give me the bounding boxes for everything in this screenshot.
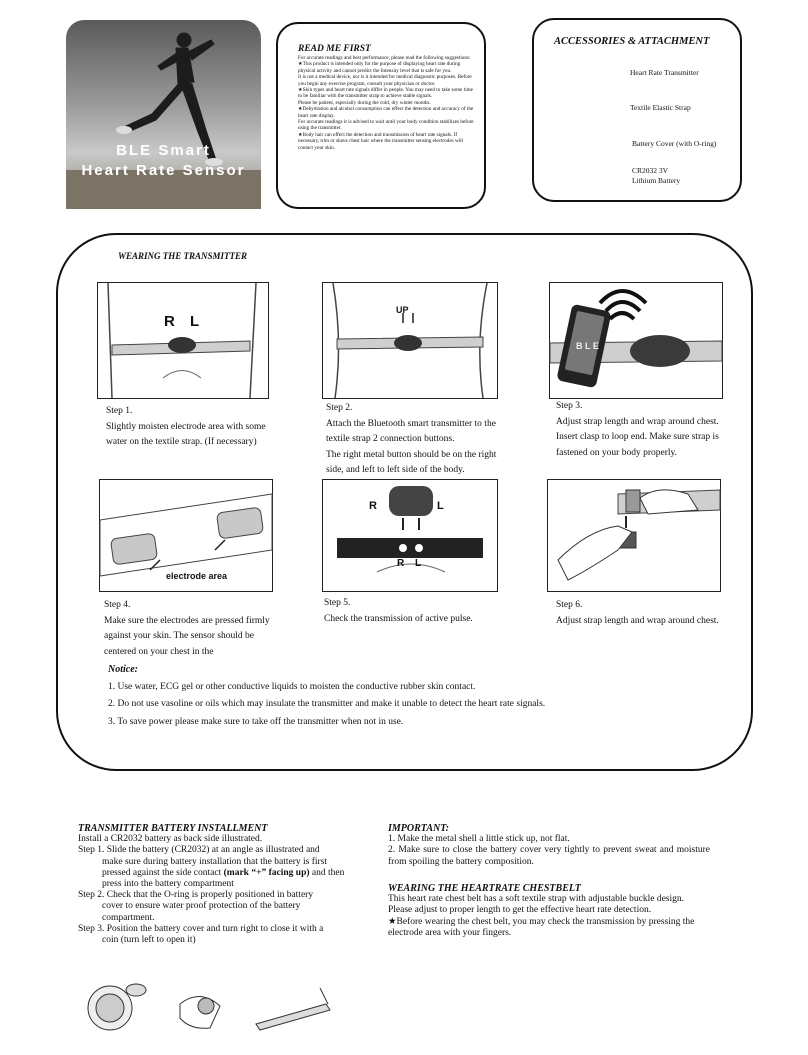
step-label: Step 2. bbox=[326, 403, 353, 413]
accessories-panel bbox=[532, 18, 742, 202]
wearing-title: WEARING THE TRANSMITTER bbox=[118, 251, 248, 261]
readme-paragraph: ★This product is intended only for the purpose of displaying heart rate during physical activity and cannot predict the Intensity level that is safe for you. bbox=[298, 61, 461, 74]
battery-step1-text: make sure during battery installation that the battery is first pressed against the side contact bbox=[102, 856, 328, 878]
chestbelt-section bbox=[388, 883, 710, 939]
step-label: Step 3. bbox=[556, 401, 583, 411]
step-text: Adjust strap length and wrap around chest. bbox=[556, 615, 719, 626]
readme-paragraph: ★Dehydration and alcohol consumption can effect the detection and accuracy of the heart rate display. bbox=[298, 106, 474, 119]
notice-item: 3. To save power please make sure to take off the transmitter when not in use. bbox=[108, 717, 404, 727]
important-item: 2. Make sure to close the battery cover very tightly to prevent sweat and moisture from spoiling the battery composition. bbox=[388, 845, 710, 867]
chestbelt-line: Please adjust to proper length to get the effective heart rate detection. bbox=[388, 905, 652, 916]
readme-paragraph: ★Skin types and heart rate signals differ in people. You may need to take some time to be familiar with the transmitter strap to achieve stable signals. bbox=[298, 87, 473, 100]
fig-label-ble: B L E bbox=[576, 341, 599, 351]
step-label: Step 6. bbox=[556, 600, 583, 610]
battery-step1-detail bbox=[78, 857, 350, 891]
fig-label-r: R bbox=[397, 558, 405, 569]
fig-label-r: R bbox=[164, 313, 175, 330]
battery-illustrations bbox=[80, 968, 348, 1040]
step-text: Make sure the electrodes are pressed firmly against your skin. The sensor should be centered on your chest in the bbox=[104, 615, 270, 657]
readme-paragraph: ★Body hair can effect the detection and transmission of heart rate signals. If necessary, trim or shave chest hair where the transmitter sensing electrodes will contact your skin. bbox=[298, 131, 464, 151]
readme-paragraph: Please be patient, especially during the cold, dry winter months. bbox=[298, 99, 431, 106]
fig-label-up: UP bbox=[396, 305, 409, 315]
battery-step3: Step 3. Position the battery cover and turn right to close it with a bbox=[78, 923, 324, 934]
hero-title-line1: BLE Smart bbox=[116, 142, 211, 159]
battery-step1-text-2: and then press into the battery compartment bbox=[102, 867, 345, 890]
accessory-item: CR2032 3V bbox=[632, 166, 669, 175]
accessory-item: Lithium Battery bbox=[632, 176, 681, 185]
accessories-title: ACCESSORIES & ATTACHMENT bbox=[554, 36, 710, 47]
chestbelt-title: WEARING THE HEARTRATE CHESTBELT bbox=[388, 883, 581, 894]
accessory-item: Battery Cover (with O-ring) bbox=[632, 139, 717, 148]
step-text-2: The right metal button should be on the right side, and left to left side of the body. bbox=[326, 449, 497, 475]
battery-step1-mark: (mark “+” facing up) bbox=[223, 867, 310, 878]
step-label: Step 4. bbox=[104, 600, 131, 610]
accessory-item: Heart Rate Transmitter bbox=[630, 68, 699, 77]
step-3 bbox=[556, 399, 720, 461]
step4-figure bbox=[99, 479, 273, 592]
step-5 bbox=[324, 596, 504, 627]
step-text: Check the transmission of active pulse. bbox=[324, 613, 473, 624]
readme-paragraph: For accurate readings it is advised to wait until your body condition stabilizes before using the transmitter. bbox=[298, 119, 474, 132]
fig-label-r: R bbox=[369, 500, 377, 512]
step-4 bbox=[104, 598, 270, 657]
readme-paragraph: It is not a medical device, nor is it intended for medical diagnostic purposes. Before you begin any exercise program, consult your physician or doctor. bbox=[298, 74, 472, 87]
chestbelt-line: ★Before wearing the chest belt, you may check the transmission by pressing the electrode area with your fingers. bbox=[388, 916, 695, 938]
battery-installment-section bbox=[78, 823, 350, 946]
read-me-first-panel bbox=[276, 22, 486, 209]
step3-figure bbox=[549, 282, 723, 399]
step-1 bbox=[106, 404, 266, 451]
battery-step2-detail: cover to ensure water proof protection of the battery compartment. bbox=[102, 901, 301, 923]
runner-illustration bbox=[66, 20, 261, 209]
accessory-item: Textile Elastic Strap bbox=[630, 103, 691, 112]
step-label: Step 1. bbox=[106, 406, 133, 416]
notice-title: Notice: bbox=[108, 664, 138, 675]
step2-figure bbox=[322, 282, 498, 399]
battery-title: TRANSMITTER BATTERY INSTALLMENT bbox=[78, 823, 268, 834]
notice-item: 2. Do not use vasoline or oils which may insulate the transmitter and make it unable to detect the heart rate signals. bbox=[108, 699, 546, 709]
hero-title-line2: Heart Rate Sensor bbox=[81, 162, 246, 179]
step1-figure bbox=[97, 282, 269, 399]
important-item: 1. Make the metal shell a little stick up, not flat. bbox=[388, 834, 570, 845]
step-text: Attach the Bluetooth smart transmitter to the textile strap 2 connection buttons. bbox=[326, 418, 496, 444]
important-title: IMPORTANT: bbox=[388, 823, 449, 834]
product-hero-image bbox=[66, 20, 261, 209]
fig-label-l: L bbox=[415, 558, 422, 569]
step6-figure bbox=[547, 479, 721, 592]
fig-label-l: L bbox=[190, 313, 200, 330]
fig-label-l: L bbox=[437, 500, 444, 512]
step-2 bbox=[326, 401, 506, 479]
battery-intro: Install a CR2032 battery as back side illustrated. bbox=[78, 834, 263, 845]
battery-step2: Step 2. Check that the O-ring is properly positioned in battery bbox=[78, 890, 314, 901]
step-6 bbox=[556, 598, 720, 629]
readme-paragraph: For accurate readings and best performance, please read the following suggestions: bbox=[298, 55, 471, 61]
battery-step1: Step 1. Slide the battery (CR2032) at an angle as illustrated and bbox=[78, 845, 320, 856]
step-text: Adjust strap length and wrap around chest. Insert clasp to loop end. Make sure strap is fastened on your body properly. bbox=[556, 416, 719, 458]
step-label: Step 5. bbox=[324, 598, 351, 608]
battery-step3-detail: coin (turn left to open it) bbox=[102, 935, 196, 946]
notice-item: 1. Use water, ECG gel or other conductive liquids to moisten the conductive rubber skin contact. bbox=[108, 682, 476, 692]
readme-title: READ ME FIRST bbox=[298, 44, 371, 54]
important-section bbox=[388, 823, 710, 868]
chestbelt-line: This heart rate chest belt has a soft textile strap with adjustable buckle design. bbox=[388, 894, 684, 905]
fig-label-electrode: electrode area bbox=[166, 571, 228, 581]
step5-figure bbox=[322, 479, 498, 592]
step-text: Slightly moisten electrode area with some water on the textile strap. (If necessary) bbox=[106, 421, 266, 447]
